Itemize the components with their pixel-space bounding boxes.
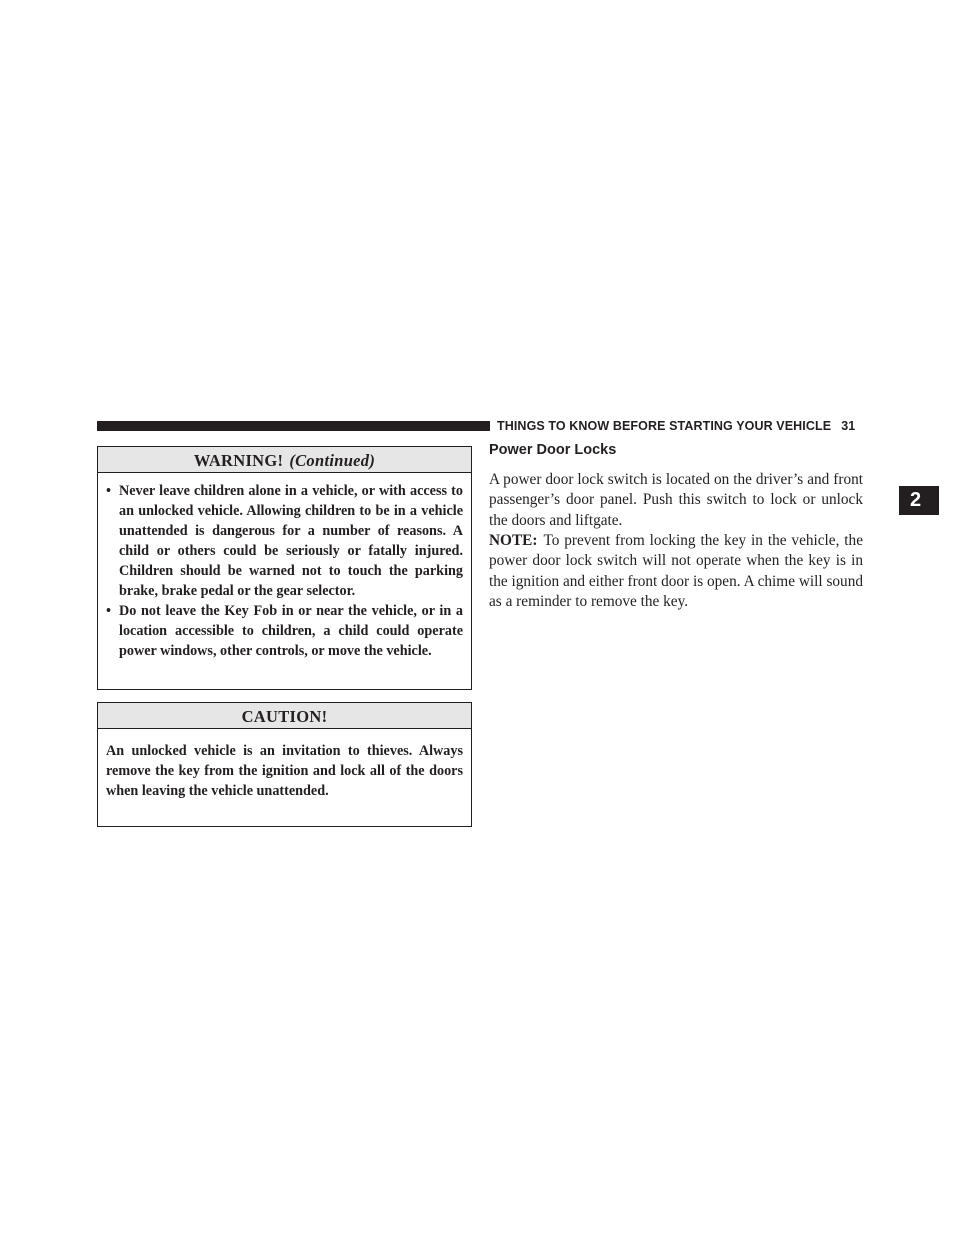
warning-continued: (Continued) — [289, 451, 376, 470]
header-title: THINGS TO KNOW BEFORE STARTING YOUR VEHICLE — [497, 419, 832, 433]
note-label: NOTE: — [489, 532, 538, 549]
caution-title: CAUTION! — [98, 703, 471, 729]
list-item-text: Never leave children alone in a vehicle, or with access to an unlocked vehicle. Allowing children to be in a vehicle unattended is dangerous for a number of reasons. A child or others could be seriously or fatally injured. Children should be warned not to touch the parking brake, brake pedal or the gear selector. — [119, 483, 463, 599]
note-paragraph — [489, 531, 863, 612]
list-item — [106, 481, 463, 601]
warning-list — [98, 473, 471, 661]
page-number: 31 — [841, 419, 856, 433]
section-paragraph: A power door lock switch is located on the driver’s and front passenger’s door panel. Push this switch to lock or unlock the doors and liftgate. — [489, 471, 863, 529]
caution-text: An unlocked vehicle is an invitation to thieves. Always remove the key from the ignition and lock all of the doors when leaving the vehicle unattended. — [106, 743, 463, 799]
warning-box — [97, 446, 472, 690]
running-header — [497, 417, 855, 435]
header-rule — [97, 421, 490, 431]
bullet-icon: • — [106, 483, 111, 499]
list-item-text: Do not leave the Key Fob in or near the vehicle, or in a location accessible to children, a child could operate power windows, other controls, or move the vehicle. — [119, 603, 463, 659]
note-text: To prevent from locking the key in the vehicle, the power door lock switch will not operate when the key is in the ignition and either front door is open. A chime will sound as a reminder to remove the key. — [489, 532, 863, 610]
bullet-icon: • — [106, 603, 111, 619]
section-heading: Power Door Locks — [489, 442, 617, 458]
caution-box — [97, 702, 472, 827]
chapter-tab: 2 — [899, 486, 939, 515]
warning-title — [98, 447, 471, 473]
list-item — [106, 601, 463, 661]
warning-label: WARNING! — [193, 451, 284, 470]
